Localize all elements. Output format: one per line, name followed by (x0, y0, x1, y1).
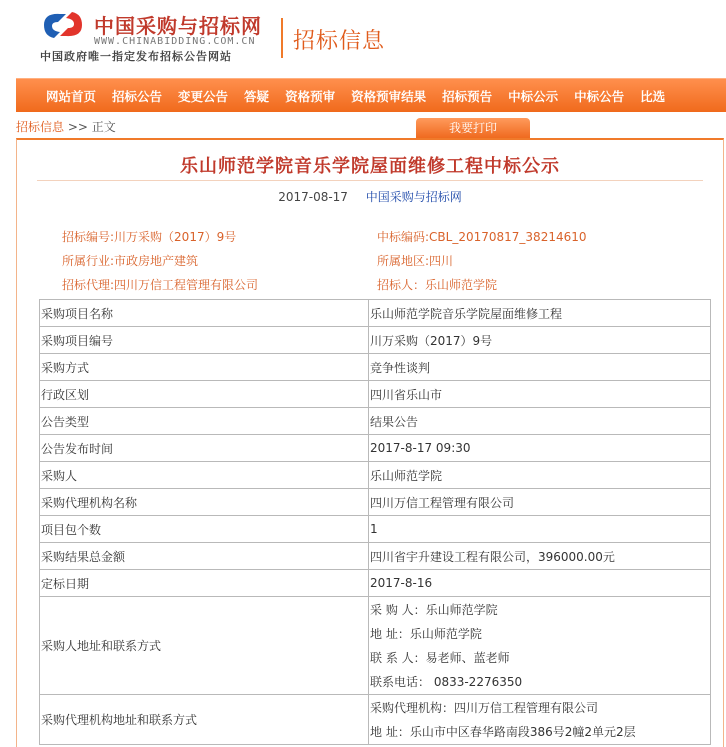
row-label: 行政区划 (40, 381, 369, 408)
article-source-link[interactable]: 中国采购与招标网 (365, 190, 462, 204)
table-row (40, 489, 711, 516)
row-label: 采购项目名称 (40, 300, 369, 327)
nav-prequalification-results[interactable]: 资格预审结果 (351, 88, 427, 104)
breadcrumb (16, 118, 116, 135)
breadcrumb-link[interactable]: 招标信息 (16, 120, 65, 134)
table-row (40, 543, 711, 570)
table-row (40, 462, 711, 489)
main-nav (16, 78, 726, 112)
table-row (40, 597, 711, 695)
row-value: 乐山师范学院 (369, 462, 711, 489)
nav-tender-notices[interactable]: 招标公告 (112, 88, 163, 104)
site-logo-text[interactable]: 中国采购与招标网 (94, 14, 262, 38)
site-logo-icon[interactable] (40, 10, 86, 40)
row-value: 乐山师范学院音乐学院屋面维修工程 (369, 300, 711, 327)
title-divider (37, 180, 703, 181)
row-value: 川万采购（2017）9号 (369, 327, 711, 354)
nav-qa[interactable]: 答疑 (244, 88, 270, 104)
nav-prequalification[interactable]: 资格预审 (285, 88, 336, 104)
row-label: 采购项目编号 (40, 327, 369, 354)
table-row (40, 300, 711, 327)
row-label: 定标日期 (40, 570, 369, 597)
contact-line: 联 系 人：易老师、蓝老师 (370, 651, 510, 665)
table-row (40, 408, 711, 435)
site-header (0, 0, 726, 78)
row-label: 采购人地址和联系方式 (40, 597, 369, 695)
row-value-multiline (369, 695, 711, 745)
info-bid-no: 招标编号:川万采购（2017）9号 (62, 230, 237, 244)
nav-award-notices[interactable]: 中标公告 (574, 88, 625, 104)
row-label: 项目包个数 (40, 516, 369, 543)
row-value: 四川省宇升建设工程有限公司，396000.00元 (369, 543, 711, 570)
row-label: 公告发布时间 (40, 435, 369, 462)
table-row (40, 327, 711, 354)
info-tenderer: 招标人：乐山师范学院 (377, 278, 498, 292)
contact-line: 地 址：乐山师范学院 (370, 627, 482, 641)
row-label: 采购人 (40, 462, 369, 489)
table-row (40, 354, 711, 381)
nav-home[interactable]: 网站首页 (46, 88, 97, 104)
table-row (40, 516, 711, 543)
row-value: 1 (369, 516, 711, 543)
contact-line: 地 址：乐山市中区春华路南段386号2幢2单元2层 (370, 725, 636, 739)
details-table (39, 299, 711, 745)
section-title: 招标信息 (293, 29, 386, 54)
nav-comparison[interactable]: 比选 (640, 88, 666, 104)
article-title: 乐山师范学院音乐学院屋面维修工程中标公示 (180, 156, 560, 177)
site-slogan: 中国政府唯一指定发布招标公告网站 (40, 50, 232, 63)
info-win-no: 中标编码:CBL_20170817_38214610 (377, 230, 587, 244)
row-value: 四川万信工程管理有限公司 (369, 489, 711, 516)
article-meta (17, 188, 723, 205)
nav-tender-forecast[interactable]: 招标预告 (442, 88, 493, 104)
row-value: 结果公告 (369, 408, 711, 435)
row-value: 2017-8-17 09:30 (369, 435, 711, 462)
table-row (40, 381, 711, 408)
site-domain: WWW.CHINABIDDING.COM.CN (94, 36, 256, 47)
contact-line: 联系电话： 0833-2276350 (370, 675, 523, 689)
row-label: 采购代理机构名称 (40, 489, 369, 516)
breadcrumb-current: 正文 (91, 120, 116, 134)
header-divider (281, 18, 283, 58)
contact-line: 采购代理机构：四川万信工程管理有限公司 (370, 701, 599, 715)
article-frame (16, 138, 724, 747)
nav-change-notices[interactable]: 变更公告 (178, 88, 229, 104)
row-value: 2017-8-16 (369, 570, 711, 597)
table-row (40, 435, 711, 462)
row-label: 采购方式 (40, 354, 369, 381)
contact-line: 采 购 人：乐山师范学院 (370, 603, 498, 617)
info-industry: 所属行业:市政房地产建筑 (62, 254, 199, 268)
row-value: 竞争性谈判 (369, 354, 711, 381)
row-value-multiline (369, 597, 711, 695)
row-label: 采购结果总金额 (40, 543, 369, 570)
row-value: 四川省乐山市 (369, 381, 711, 408)
article-date: 2017-08-17 (278, 190, 348, 204)
info-region: 所属地区:四川 (377, 254, 454, 268)
table-row (40, 570, 711, 597)
table-row (40, 695, 711, 745)
print-button[interactable]: 我要打印 (416, 118, 530, 138)
nav-award-publicity[interactable]: 中标公示 (508, 88, 559, 104)
info-agency: 招标代理:四川万信工程管理有限公司 (62, 278, 259, 292)
row-label: 采购代理机构地址和联系方式 (40, 695, 369, 745)
breadcrumb-separator: >> (67, 120, 88, 134)
row-label: 公告类型 (40, 408, 369, 435)
